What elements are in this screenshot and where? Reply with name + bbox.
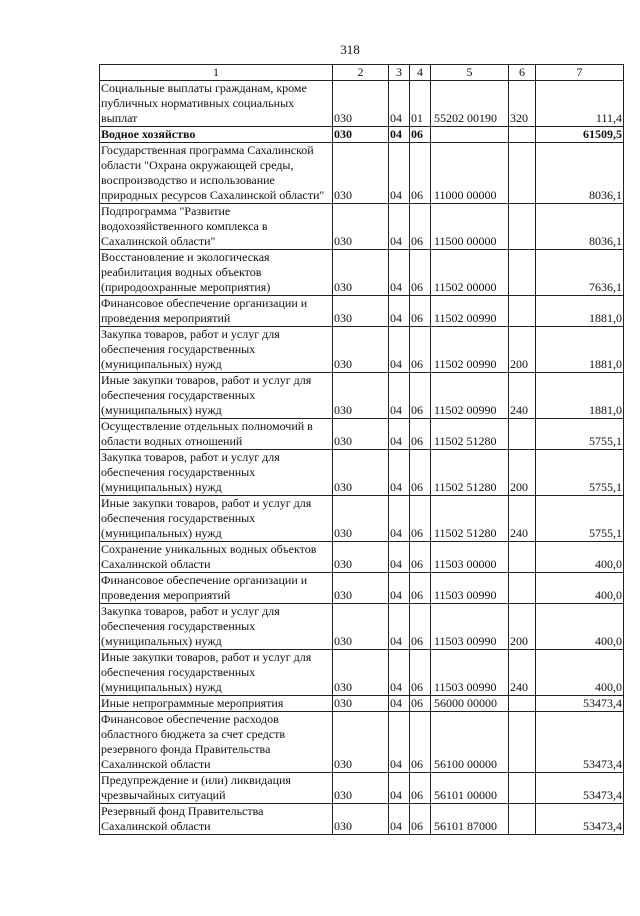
table-row	[100, 804, 624, 835]
row-name-cell: Закупка товаров, работ и услуг для обеспечения государственных (муниципальных) нужд	[100, 327, 333, 373]
row-expense-type-cell	[509, 712, 536, 773]
row-name-cell: Осуществление отдельных полномочий в области водных отношений	[100, 419, 333, 450]
row-target-code-cell: 11500 00000	[431, 204, 509, 250]
row-subsection-cell: 06	[410, 773, 431, 804]
row-target-code-cell: 56100 00000	[431, 712, 509, 773]
table-row	[100, 250, 624, 296]
table-row	[100, 327, 624, 373]
row-subsection-cell: 06	[410, 419, 431, 450]
row-amount-cell: 1881,0	[536, 327, 624, 373]
row-section-cell: 04	[389, 419, 410, 450]
row-code-cell: 030	[333, 127, 389, 143]
row-section-cell: 04	[389, 373, 410, 419]
row-subsection-cell: 01	[410, 81, 431, 127]
header-cell: 1	[100, 65, 333, 81]
row-expense-type-cell: 320	[509, 81, 536, 127]
row-target-code-cell: 11000 00000	[431, 143, 509, 204]
row-expense-type-cell	[509, 773, 536, 804]
row-target-code-cell: 11503 00990	[431, 650, 509, 696]
header-cell: 4	[410, 65, 431, 81]
row-subsection-cell: 06	[410, 696, 431, 712]
row-target-code-cell: 11502 51280	[431, 419, 509, 450]
page-number: 318	[340, 42, 360, 57]
row-section-cell: 04	[389, 696, 410, 712]
row-amount-cell: 5755,1	[536, 496, 624, 542]
row-expense-type-cell	[509, 127, 536, 143]
row-name-cell: Финансовое обеспечение организации и проведения мероприятий	[100, 296, 333, 327]
row-subsection-cell: 06	[410, 650, 431, 696]
row-name-cell: Иные непрограммные мероприятия	[100, 696, 333, 712]
row-expense-type-cell	[509, 204, 536, 250]
row-amount-cell: 53473,4	[536, 696, 624, 712]
row-amount-cell: 1881,0	[536, 296, 624, 327]
table-row	[100, 450, 624, 496]
row-section-cell: 04	[389, 204, 410, 250]
table-row	[100, 81, 624, 127]
row-section-cell: 04	[389, 650, 410, 696]
header-row	[100, 65, 624, 81]
row-code-cell: 030	[333, 712, 389, 773]
row-target-code-cell: 56000 00000	[431, 696, 509, 712]
row-amount-cell: 53473,4	[536, 773, 624, 804]
row-amount-cell: 1881,0	[536, 373, 624, 419]
row-subsection-cell: 06	[410, 496, 431, 542]
row-code-cell: 030	[333, 327, 389, 373]
row-section-cell: 04	[389, 773, 410, 804]
table-row	[100, 496, 624, 542]
table-row	[100, 127, 624, 143]
table-row	[100, 604, 624, 650]
row-expense-type-cell	[509, 696, 536, 712]
row-expense-type-cell: 200	[509, 327, 536, 373]
row-amount-cell: 7636,1	[536, 250, 624, 296]
row-target-code-cell: 56101 00000	[431, 773, 509, 804]
row-expense-type-cell	[509, 542, 536, 573]
row-name-cell: Иные закупки товаров, работ и услуг для обеспечения государственных (муниципальных) нужд	[100, 496, 333, 542]
row-name-cell: Финансовое обеспечение организации и проведения мероприятий	[100, 573, 333, 604]
row-amount-cell: 5755,1	[536, 419, 624, 450]
row-name-cell: Предупреждение и (или) ликвидация чрезвычайных ситуаций	[100, 773, 333, 804]
table-row	[100, 542, 624, 573]
row-amount-cell: 111,4	[536, 81, 624, 127]
row-expense-type-cell: 240	[509, 496, 536, 542]
row-section-cell: 04	[389, 604, 410, 650]
row-section-cell: 04	[389, 81, 410, 127]
row-subsection-cell: 06	[410, 573, 431, 604]
row-amount-cell: 53473,4	[536, 804, 624, 835]
table-row	[100, 143, 624, 204]
row-amount-cell: 400,0	[536, 573, 624, 604]
row-subsection-cell: 06	[410, 143, 431, 204]
row-target-code-cell: 11502 51280	[431, 450, 509, 496]
row-expense-type-cell: 200	[509, 604, 536, 650]
row-section-cell: 04	[389, 296, 410, 327]
row-target-code-cell: 55202 00190	[431, 81, 509, 127]
row-target-code-cell: 11502 00990	[431, 327, 509, 373]
table-row	[100, 773, 624, 804]
header-cell: 7	[536, 65, 624, 81]
row-section-cell: 04	[389, 712, 410, 773]
row-name-cell: Финансовое обеспечение расходов областного бюджета за счет средств резервного фонда Правительства Сахалинской области	[100, 712, 333, 773]
row-subsection-cell: 06	[410, 250, 431, 296]
row-code-cell: 030	[333, 696, 389, 712]
row-code-cell: 030	[333, 204, 389, 250]
table-row	[100, 373, 624, 419]
row-code-cell: 030	[333, 419, 389, 450]
row-amount-cell: 53473,4	[536, 712, 624, 773]
row-name-cell: Иные закупки товаров, работ и услуг для обеспечения государственных (муниципальных) нужд	[100, 373, 333, 419]
row-subsection-cell: 06	[410, 542, 431, 573]
row-subsection-cell: 06	[410, 327, 431, 373]
row-amount-cell: 400,0	[536, 604, 624, 650]
row-code-cell: 030	[333, 81, 389, 127]
row-subsection-cell: 06	[410, 204, 431, 250]
row-code-cell: 030	[333, 542, 389, 573]
header-cell: 3	[389, 65, 410, 81]
row-section-cell: 04	[389, 143, 410, 204]
row-name-cell: Подпрограмма "Развитие водохозяйственного комплекса в Сахалинской области"	[100, 204, 333, 250]
row-target-code-cell: 11503 00000	[431, 542, 509, 573]
row-name-cell: Водное хозяйство	[100, 127, 333, 143]
row-amount-cell: 400,0	[536, 542, 624, 573]
table-row	[100, 204, 624, 250]
row-subsection-cell: 06	[410, 804, 431, 835]
row-name-cell: Иные закупки товаров, работ и услуг для обеспечения государственных (муниципальных) нужд	[100, 650, 333, 696]
row-section-cell: 04	[389, 327, 410, 373]
row-code-cell: 030	[333, 604, 389, 650]
row-expense-type-cell	[509, 143, 536, 204]
table-row	[100, 650, 624, 696]
row-amount-cell: 61509,5	[536, 127, 624, 143]
table-row	[100, 712, 624, 773]
row-name-cell: Резервный фонд Правительства Сахалинской области	[100, 804, 333, 835]
row-expense-type-cell	[509, 573, 536, 604]
row-subsection-cell: 06	[410, 373, 431, 419]
row-target-code-cell	[431, 127, 509, 143]
row-target-code-cell: 11502 51280	[431, 496, 509, 542]
row-code-cell: 030	[333, 450, 389, 496]
header-cell: 5	[431, 65, 509, 81]
row-target-code-cell: 11503 00990	[431, 604, 509, 650]
row-subsection-cell: 06	[410, 604, 431, 650]
row-expense-type-cell	[509, 419, 536, 450]
row-target-code-cell: 11503 00990	[431, 573, 509, 604]
budget-table	[99, 64, 624, 835]
row-name-cell: Государственная программа Сахалинской области "Охрана окружающей среды, воспроизводство и использование природных ресурсов Сахалинской области"	[100, 143, 333, 204]
table-row	[100, 696, 624, 712]
row-section-cell: 04	[389, 804, 410, 835]
row-section-cell: 04	[389, 250, 410, 296]
row-name-cell: Восстановление и экологическая реабилитация водных объектов (природоохранные мероприятия)	[100, 250, 333, 296]
row-expense-type-cell	[509, 250, 536, 296]
row-expense-type-cell: 200	[509, 450, 536, 496]
row-subsection-cell: 06	[410, 296, 431, 327]
row-expense-type-cell	[509, 296, 536, 327]
row-section-cell: 04	[389, 450, 410, 496]
row-amount-cell: 5755,1	[536, 450, 624, 496]
row-expense-type-cell: 240	[509, 650, 536, 696]
row-expense-type-cell	[509, 804, 536, 835]
row-amount-cell: 400,0	[536, 650, 624, 696]
row-code-cell: 030	[333, 804, 389, 835]
row-section-cell: 04	[389, 496, 410, 542]
row-section-cell: 04	[389, 542, 410, 573]
header-cell: 2	[333, 65, 389, 81]
row-section-cell: 04	[389, 127, 410, 143]
row-code-cell: 030	[333, 250, 389, 296]
row-code-cell: 030	[333, 650, 389, 696]
header-cell: 6	[509, 65, 536, 81]
row-subsection-cell: 06	[410, 712, 431, 773]
row-section-cell: 04	[389, 573, 410, 604]
row-target-code-cell: 11502 00990	[431, 373, 509, 419]
row-amount-cell: 8036,1	[536, 204, 624, 250]
row-code-cell: 030	[333, 143, 389, 204]
row-code-cell: 030	[333, 773, 389, 804]
row-name-cell: Сохранение уникальных водных объектов Сахалинской области	[100, 542, 333, 573]
row-target-code-cell: 11502 00000	[431, 250, 509, 296]
row-code-cell: 030	[333, 496, 389, 542]
row-code-cell: 030	[333, 296, 389, 327]
row-name-cell: Закупка товаров, работ и услуг для обеспечения государственных (муниципальных) нужд	[100, 450, 333, 496]
row-code-cell: 030	[333, 373, 389, 419]
table-row	[100, 419, 624, 450]
row-subsection-cell: 06	[410, 450, 431, 496]
row-expense-type-cell: 240	[509, 373, 536, 419]
row-name-cell: Закупка товаров, работ и услуг для обеспечения государственных (муниципальных) нужд	[100, 604, 333, 650]
row-code-cell: 030	[333, 573, 389, 604]
row-amount-cell: 8036,1	[536, 143, 624, 204]
table-row	[100, 573, 624, 604]
table-row	[100, 296, 624, 327]
row-subsection-cell: 06	[410, 127, 431, 143]
row-name-cell: Социальные выплаты гражданам, кроме публичных нормативных социальных выплат	[100, 81, 333, 127]
row-target-code-cell: 56101 87000	[431, 804, 509, 835]
row-target-code-cell: 11502 00990	[431, 296, 509, 327]
